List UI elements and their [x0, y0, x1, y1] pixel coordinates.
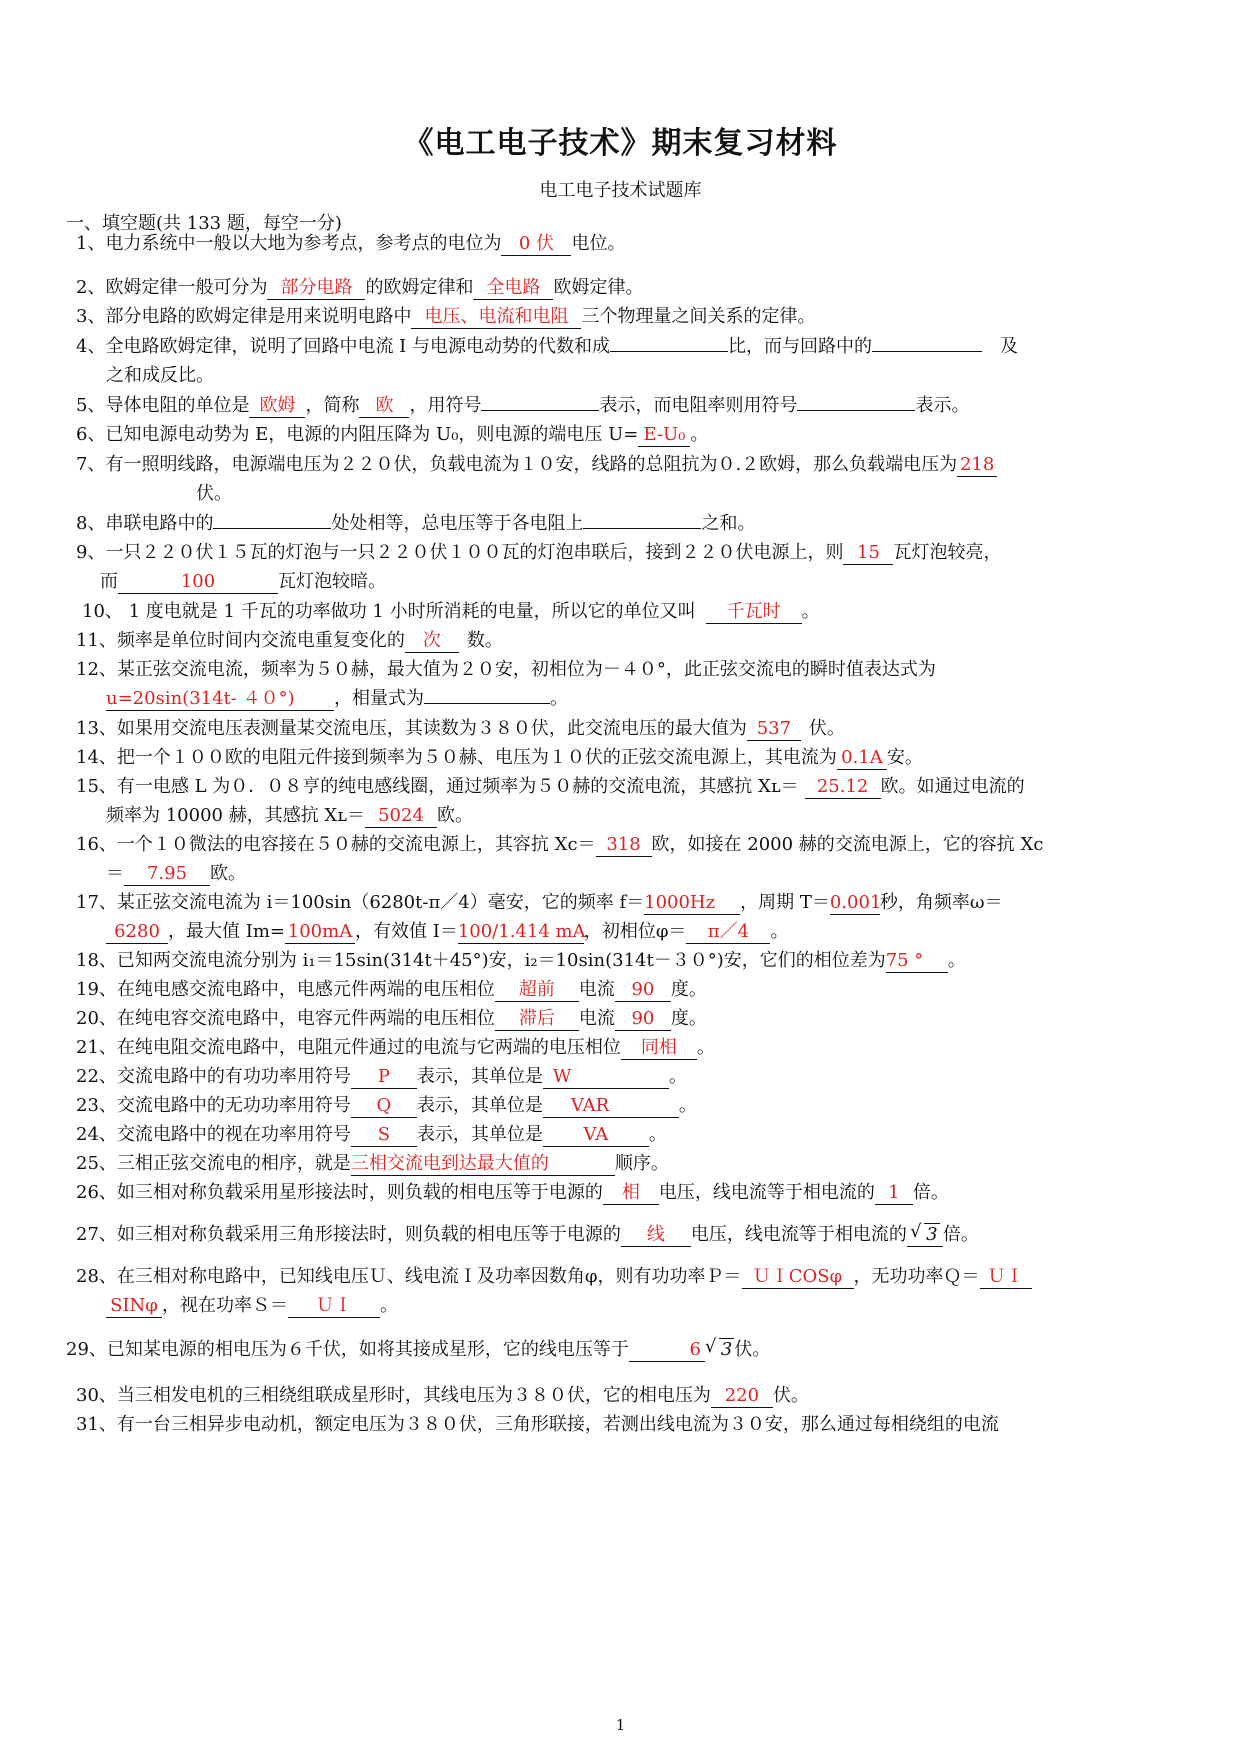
question-2: 2、欧姆定律一般可分为 部分电路 的欧姆定律和 全电路 欧姆定律。 — [76, 277, 644, 298]
answer-blank: 100/1.414 mA — [457, 921, 586, 942]
document-title: 《电工电子技术》期末复习材料 — [403, 126, 838, 161]
question-9: 9、一只２２０伏１５瓦的灯泡与一只２２０伏１００瓦的灯泡串联后，接到２２０伏电源上，则 15 瓦灯泡较亮， — [76, 542, 1002, 563]
answer-blank — [610, 351, 728, 352]
question-24: 24、交流电路中的视在功率用符号 S 表示，其单位是 VA 。 — [76, 1124, 667, 1145]
question-5: 5、导体电阻的单位是 欧姆 ，简称 欧 ，用符号 表示，而电阻率则用符号 表示。 — [76, 395, 970, 416]
question-26: 26、如三相对称负载采用星形接法时，则负载的相电压等于电源的 相 电压，线电流等于相电流的 1 倍。 — [76, 1182, 949, 1203]
answer-blank: 218 — [957, 454, 997, 477]
question-31: 31、有一台三相异步电动机，额定电压为３８０伏，三角形联接，若测出线电流为３０安，那么通过每相绕组的电流 — [76, 1414, 999, 1435]
answer-blank: 0.1A — [837, 747, 887, 770]
question-12: 12、某正弦交流电流，频率为５０赫，最大值为２０安，初相位为－４０°，此正弦交流电的瞬时值表达式为 — [76, 659, 936, 680]
question-8: 8、串联电路中的 处处相等，总电压等于各电阻上 之和。 — [76, 513, 756, 534]
sqrt-symbol: √ 3 — [705, 1337, 734, 1363]
answer-blank — [481, 410, 599, 411]
question-18: 18、已知两交流电流分别为 i₁＝15sin(314t＋45°)安，i₂＝10sin(314t－３０°)安，它们的相位差为75 ° 。 — [76, 950, 966, 971]
answer-blank: 15 — [843, 542, 893, 565]
answer-blank: ＵＩ — [980, 1266, 1032, 1289]
question-30: 30、当三相发电机的三相绕组联成星形时，其线电压为３８０伏，它的相电压为 220 伏。 — [76, 1385, 809, 1406]
question-29: 29、已知某电源的相电压为６千伏，如将其接成星形，它的线电压等于 6√ 3 伏。 — [66, 1337, 770, 1363]
answer-blank: 5024 — [365, 805, 437, 828]
question-20: 20、在纯电容交流电路中，电容元件两端的电压相位 滞后 电流 90 度。 — [76, 1008, 707, 1029]
answer-blank: 1 — [875, 1182, 913, 1205]
answer-blank: 滞后 — [495, 1008, 579, 1031]
answer-blank: 1000Hz — [644, 892, 740, 915]
question-17-cont: 6280 ，最大值 Im= 100mA ，有效值 I＝100/1.414 mA，初相位φ＝ π／4 。 — [106, 919, 788, 945]
question-28-cont: SINφ ，视在功率Ｓ＝ ＵＩ 。 — [106, 1293, 398, 1319]
answer-blank — [583, 528, 701, 529]
answer-blank: 同相 — [621, 1037, 697, 1060]
question-6: 6、已知电源电动势为 E，电源的内阻压降为 U₀，则电源的端电压 U= E-U₀ 。 — [76, 424, 709, 445]
section-heading: 一、填空题(共 133 题，每空一分) — [66, 213, 342, 234]
question-27: 27、如三相对称负载采用三角形接法时，则负载的相电压等于电源的 线 电压，线电流等于相电流的√ 3 倍。 — [76, 1222, 979, 1248]
answer-blank: 超前 — [495, 979, 579, 1002]
answer-blank: Q — [351, 1095, 417, 1118]
answer-blank: VAR — [543, 1095, 679, 1118]
answer-blank: 90 — [615, 979, 671, 1002]
question-16: 16、一个１０微法的电容接在５０赫的交流电源上，其容抗 Xc＝ 318 欧，如接在 2000 赫的交流电源上，它的容抗 Xc — [76, 834, 1044, 855]
question-1: 1、电力系统中一般以大地为参考点，参考点的电位为 0 伏 电位。 — [76, 233, 626, 254]
answer-blank: 部分电路 — [267, 277, 365, 300]
answer-blank: SINφ — [106, 1295, 162, 1318]
answer-blank: S — [351, 1124, 417, 1147]
question-4-cont: 之和成反比。 — [106, 365, 214, 386]
answer-blank: 欧姆 — [249, 395, 305, 418]
question-15-cont: 频率为 10000 赫，其感抗 Xʟ＝ 5024 欧。 — [106, 805, 474, 826]
answer-blank: 线 — [621, 1224, 691, 1247]
document-subtitle: 电工电子技术试题库 — [539, 180, 702, 201]
question-9-cont: 而 100 瓦灯泡较暗。 — [100, 571, 386, 592]
answer-blank: 6280 — [106, 921, 168, 944]
question-21: 21、在纯电阻交流电路中，电阻元件通过的电流与它两端的电压相位 同相 。 — [76, 1037, 715, 1058]
answer-blank: 0 伏 — [501, 233, 571, 256]
answer-blank: P — [351, 1066, 417, 1089]
answer-blank: π／4 — [686, 921, 770, 944]
question-4: 4、全电路欧姆定律，说明了回路中电流 I 与电源电动势的代数和成 比，而与回路中的 及 — [76, 336, 1019, 357]
answer-blank: 7.95 — [124, 863, 210, 886]
answer-blank-sqrt — [907, 1224, 943, 1247]
question-11: 11、频率是单位时间内交流电重复变化的 次 数。 — [76, 630, 503, 651]
answer-blank: 318 — [596, 834, 652, 857]
answer-blank: 三相交流电到达最大值的 — [351, 1153, 615, 1176]
question-3: 3、部分电路的欧姆定律是用来说明电路中 电压、电流和电阻 三个物理量之间关系的定律。 — [76, 306, 816, 327]
answer-blank: u=20sin(314t- ４０°) — [106, 688, 334, 711]
answer-blank: 100 — [118, 571, 278, 594]
question-25: 25、三相正弦交流电的相序，就是三相交流电到达最大值的 顺序。 — [76, 1153, 669, 1174]
question-28: 28、在三相对称电路中，已知线电压Ｕ、线电流Ｉ及功率因数角φ，则有功功率Ｐ＝ ＵＩCOSφ ，无功功率Ｑ＝ ＵＩ — [76, 1264, 1032, 1290]
question-19: 19、在纯电感交流电路中，电感元件两端的电压相位 超前 电流 90 度。 — [76, 979, 707, 1000]
answer-blank: 欧 — [359, 395, 409, 418]
answer-blank: 75 ° — [886, 950, 948, 973]
answer-blank: 相 — [603, 1182, 659, 1205]
question-16-cont: ＝ 7.95 欧。 — [106, 863, 246, 884]
question-14: 14、把一个１００欧的电阻元件接到频率为５０赫、电压为１０伏的正弦交流电源上，其电流为 0.1A 安。 — [76, 747, 923, 768]
answer-blank: 电压、电流和电阻 — [411, 306, 581, 329]
answer-blank — [424, 703, 550, 704]
answer-blank — [797, 410, 915, 411]
answer-blank: 0.001 — [829, 892, 882, 913]
sqrt-symbol: √ 3 — [910, 1224, 939, 1246]
answer-blank: ＵＩ — [288, 1295, 380, 1318]
answer-blank: 100mA — [285, 921, 355, 944]
answer-blank — [872, 351, 982, 352]
answer-blank: 25.12 — [805, 776, 881, 799]
answer-blank: E-U₀ — [638, 424, 690, 447]
question-10: 10、 1 度电就是 1 千瓦的功率做功 1 小时所消耗的电量，所以它的单位又叫 千瓦时 。 — [82, 601, 820, 622]
answer-blank: 537 — [747, 718, 801, 741]
answer-blank: 90 — [615, 1008, 671, 1031]
question-17: 17、某正弦交流电流为 i＝100sin（6280t-π／4）毫安，它的频率 f＝1000Hz ，周期 T＝0.001秒，角频率ω＝ — [76, 892, 1003, 913]
answer-blank: 全电路 — [473, 277, 553, 300]
answer-blank: 220 — [711, 1385, 773, 1408]
answer-blank: W — [543, 1066, 669, 1089]
answer-blank: 6 — [629, 1339, 705, 1362]
question-7: 7、有一照明线路，电源端电压为２２０伏，负载电流为１０安，线路的总阻抗为０.２欧姆，那么负载端电压为 218 — [76, 452, 997, 478]
question-15: 15、有一电感 L 为０．０８亨的纯电感线圈，通过频率为５０赫的交流电流，其感抗 Xʟ＝ 25.12 欧。如通过电流的 — [76, 776, 1025, 797]
answer-blank: ＵＩCOSφ — [742, 1266, 854, 1289]
question-13: 13、如果用交流电压表测量某交流电压，其读数为３８０伏，此交流电压的最大值为 537 伏。 — [76, 718, 845, 739]
page-number: 1 — [615, 1716, 626, 1734]
answer-blank — [213, 528, 331, 529]
question-12-cont: u=20sin(314t- ４０°) ，相量式为 。 — [106, 688, 568, 709]
answer-blank: VA — [543, 1124, 649, 1147]
question-22: 22、交流电路中的有功功率用符号 P 表示，其单位是 W 。 — [76, 1066, 687, 1087]
question-23: 23、交流电路中的无功功率用符号 Q 表示，其单位是 VAR 。 — [76, 1095, 697, 1116]
question-7-cont: 伏。 — [196, 483, 232, 504]
answer-blank: 千瓦时 — [706, 601, 802, 624]
answer-blank: 次 — [405, 630, 459, 653]
